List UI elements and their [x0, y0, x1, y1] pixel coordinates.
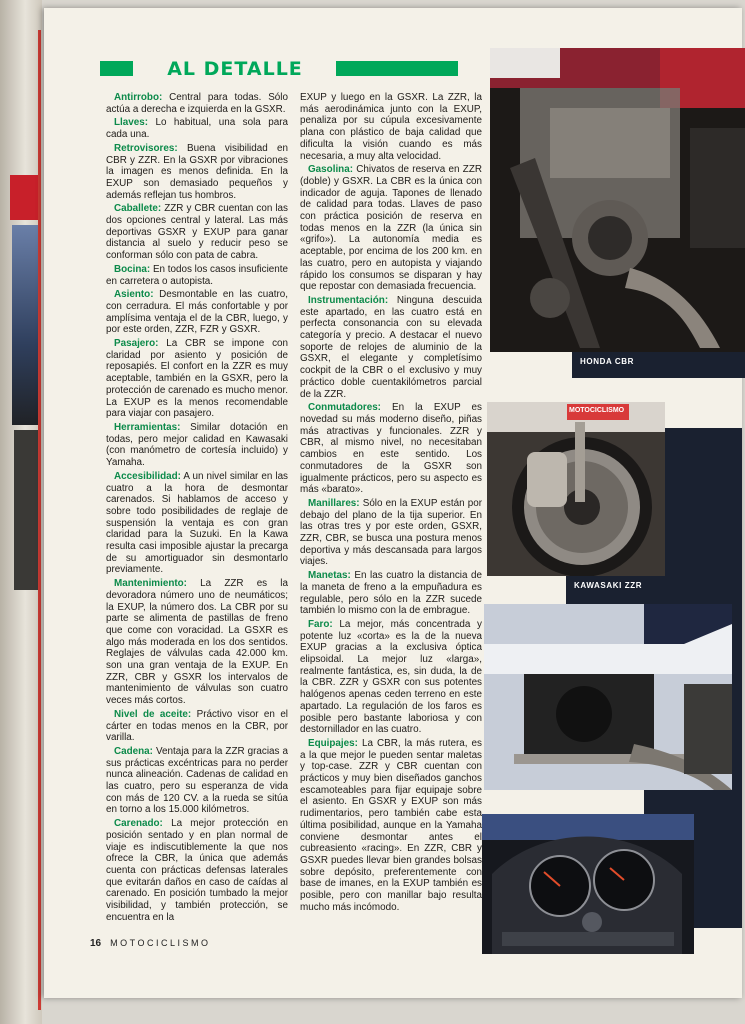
photo-honda-cbr-engine [490, 48, 745, 352]
paragraph-term: Gasolina: [308, 164, 353, 176]
text-column-1 [106, 92, 288, 932]
paragraph [106, 578, 288, 707]
prev-page-photo-blue [12, 225, 38, 425]
paragraph-term: Herramientas: [114, 421, 181, 433]
paragraph-term: Equipajes: [308, 737, 358, 749]
paragraph [300, 738, 482, 914]
photo-kawasaki-brake-disc [487, 402, 665, 576]
paragraph-term: Antirrobo: [114, 92, 163, 103]
paragraph-term: Asiento: [114, 289, 154, 301]
paragraph [106, 818, 288, 923]
paragraph [106, 117, 288, 140]
caption-honda-cbr: HONDA CBR [572, 352, 745, 378]
paragraph-text: Chivatos de reserva en ZZR (doble) y GSXR. La CBR es la única con indicador de aguja. Tapones de llenado de calidad para todas. Llaves de paso con práctica posición de reserva en todas menos en la ZZR (la única sin «grifo»). La autonomía media es aceptable, por encima de los 200 km. en las cuatro, pero en autopista y viajando rápido los consumos se disparan y hay que repostar con demasiada frecuencia. [300, 164, 482, 293]
paragraph [106, 143, 288, 202]
paragraph-text: Lo habitual, una sola para cada una. [106, 117, 288, 141]
paragraph-text: Práctivo visor en el cárter en todas menos en la CBR, por varilla. [106, 708, 288, 744]
paragraph-term: Manillares: [308, 497, 360, 509]
paragraph [300, 295, 482, 400]
paragraph-text: En las cuatro la distancia de la maneta de freno a la empuñadura es regulable, pero sólo en la ZZR sucede también lo mismo con la de embrague. [300, 570, 482, 617]
photo-watermark: MOTOCICLISMO [569, 407, 625, 414]
paragraph [106, 92, 288, 115]
page-footer [90, 938, 210, 949]
paragraph-term: Caballete: [114, 203, 162, 215]
paragraph [106, 746, 288, 816]
paragraph [300, 402, 482, 496]
paragraph-term: Carenado: [114, 818, 163, 830]
text-column-2 [300, 92, 482, 932]
paragraph-text: Buena visibilidad en CBR y ZZR. En la GSXR por vibraciones la imagen es menos definida. En la EXUP son demasiado pequeños y además reflejan tus hombros. [106, 142, 288, 201]
paragraph-text: Ninguna descuida este apartado, en las cuatro está en perfecta consonancia con su elevada categoría y precio. A destacar el nuevo soporte de relojes de aluminio de la GSXR, el elegante y completísimo cockpit de la CBR o el exclusivo y muy práctico doble cuentakilómetros parcial de la ZZR. [300, 294, 482, 400]
paragraph [106, 471, 288, 576]
paragraph-term: Mantenimiento: [114, 578, 187, 590]
paragraph [106, 264, 288, 287]
paragraph [300, 619, 482, 736]
paragraph-text: Desmontable en las cuatro, con cerradura. El más confortable y por amplísima ventaja el de la CBR, luego, y por este orden, ZZR, FZR y GSXR. [106, 289, 288, 336]
paragraph-term: Instrumentación: [308, 294, 389, 306]
paragraph-text: La CBR, la más rutera, es a la que mejor le pueden sentar maletas y top-case. ZZR y CBR cuentan con prácticos y muy bien diseñados ganchos escamoteables para fijar equipaje sobre el asiento. En GSXR y EXUP son más rudimentarios, pero también cabe esta última posibilidad, aunque en la Yamaha conviene desmontar antes el cubreasiento «racing». En ZZR, CBR y GSXR puedes llevar bien grandes bolsas sobre depósito, preferentemente con base de imanes, en la EXUP también es posible, pero con manillar bajo resulta mucho más incómodo. [300, 737, 482, 913]
paragraph [300, 570, 482, 617]
paragraph-text: En la EXUP es novedad su más moderno diseño, piñas más atractivas y funcionales. ZZR y CBR, al mismo nivel, no necesitaban cambios en este sentido. Los conmutadores de la GSXR son igualmente prácticos, pero su aspecto es más «barato». [300, 402, 482, 496]
previous-page-edge [0, 0, 42, 1024]
paragraph [300, 164, 482, 293]
paragraph-text: La CBR se impone con claridad por asiento y posición de reposapiés. El confort en la ZZR es muy aceptable, también en la GSXR, pero la protección de carenado es mucho menor. La EXUP es la menos recomendable para viajar con pasajero. [106, 338, 288, 420]
paragraph-text: La ZZR es la devoradora número uno de neumáticos; la EXUP, la número dos. La CBR por su parte se alimenta de pastillas de freno que come con voracidad. La GSXR es algo más moderada en los dos sentidos. Reglajes de válvulas cada 42.000 km. son una gran ventaja de la EXUP. En ZZR, CBR y GSXR los intervalos de mantenimiento de válvulas son cuatro veces más cortos. [106, 578, 288, 707]
paragraph-text: La mejor protección en posición sentado y en plan normal de viaje es indiscutiblemente la que nos ofrece la CBR, la única que además cuenta con prácticas defensas laterales que evitarán daños en caso de caídas al carenado. En posición tumbado la mejor visibilidad, y también protección, se encuentra en la [106, 818, 288, 923]
heading-bar-left [100, 61, 133, 76]
paragraph [106, 289, 288, 336]
paragraph-term: Manetas: [308, 570, 351, 582]
paragraph [106, 422, 288, 469]
paragraph-term: Bocina: [114, 263, 151, 275]
paragraph-text: Ventaja para la ZZR gracias a sus prácticas excéntricas para no perder nunca alineación. Cadenas de calidad en las cuatro, pero su esperanza de vida con más de 120 CV. a la rueda se sitúa en torno a los 15.000 kilómetros. [106, 745, 288, 816]
paragraph [300, 498, 482, 568]
paragraph-text: Sólo en la EXUP están por debajo del plano de la tija superior. En las otras tres y por este orden, GSXR, ZZR, CBR, se busca una postura menos deportiva y más descansada para largos viajes. [300, 497, 482, 568]
paragraph-text: Similar dotación en todas, pero mejor calidad en Kawasaki (con manómetro de cortesía incluido) y Yamaha. [106, 421, 288, 469]
paragraph-text: Central para todas. Sólo actúa a derecha e izquierda en la GSXR. [106, 92, 288, 115]
paragraph [106, 709, 288, 744]
paragraph-text: A un nivel similar en las cuatro a la hora de desmontar carenados. Si hablamos de acceso y sobre todo posibilidades de reglaje de suspensión la ventaja es con gran claridad para la Suzuki. En la Kawa resulta casi imposible ajustar la precarga de su amortiguador sin desmontarlo previamente. [106, 470, 288, 576]
paragraph-term: Conmutadores: [308, 402, 381, 414]
paragraph-term: Cadena: [114, 745, 153, 757]
heading-title: AL DETALLE [167, 58, 303, 80]
paragraph-term: Nivel de aceite: [114, 708, 192, 720]
paragraph-term: Accesibilidad: [114, 470, 181, 482]
paragraph [106, 338, 288, 420]
prev-page-photo-dark [14, 430, 38, 590]
photo-kawasaki-engine [484, 604, 732, 790]
prev-page-red-line [38, 30, 41, 1010]
paragraph-term: Retrovisores: [114, 142, 178, 154]
paragraph [106, 203, 288, 262]
magazine-page [44, 8, 742, 998]
prev-page-photo-red [10, 175, 38, 220]
paragraph-text: En todos los casos insuficiente en carretera o autopista. [106, 263, 288, 287]
paragraph-text: ZZR y CBR cuentan con las dos opciones central y lateral. Las más deportivas GSXR y EXUP para ganar distancia al suelo y reducir peso se conforman sólo con pata de cabra. [106, 203, 288, 262]
magazine-name: MOTOCICLISMO [110, 938, 211, 948]
paragraph-text: EXUP y luego en la GSXR. La ZZR, la más aerodinámica junto con la EXUP, penaliza por su cúpula excesivamente plana con plástico de baja calidad que dificulta la visión cuando es más necesaria, a muy alta velocidad. [300, 92, 482, 162]
heading-bar-right [336, 61, 458, 76]
paragraph [300, 92, 482, 162]
paragraph-term: Llaves: [114, 117, 149, 129]
page-number: 16 [90, 938, 102, 949]
paragraph-term: Faro: [308, 618, 333, 630]
caption-kawasaki-zzr: KAWASAKI ZZR [566, 576, 716, 604]
photo-instrument-cluster [482, 814, 694, 954]
section-heading [100, 57, 458, 81]
paragraph-term: Pasajero: [114, 338, 159, 350]
paragraph-text: La mejor, más concentrada y potente luz «corta» es la de la nueva EXUP gracias a la exclusiva óptica elipsoidal. La mejor luz «larga», realmente fantástica, es, sin duda, la de la CBR. ZZR y GSXR con sus potentes halógenos apenas ceden terreno en este apartado. La regulación de los faros es posible pero bastante laboriosa y con destornillador en las cuatro. [300, 618, 482, 736]
